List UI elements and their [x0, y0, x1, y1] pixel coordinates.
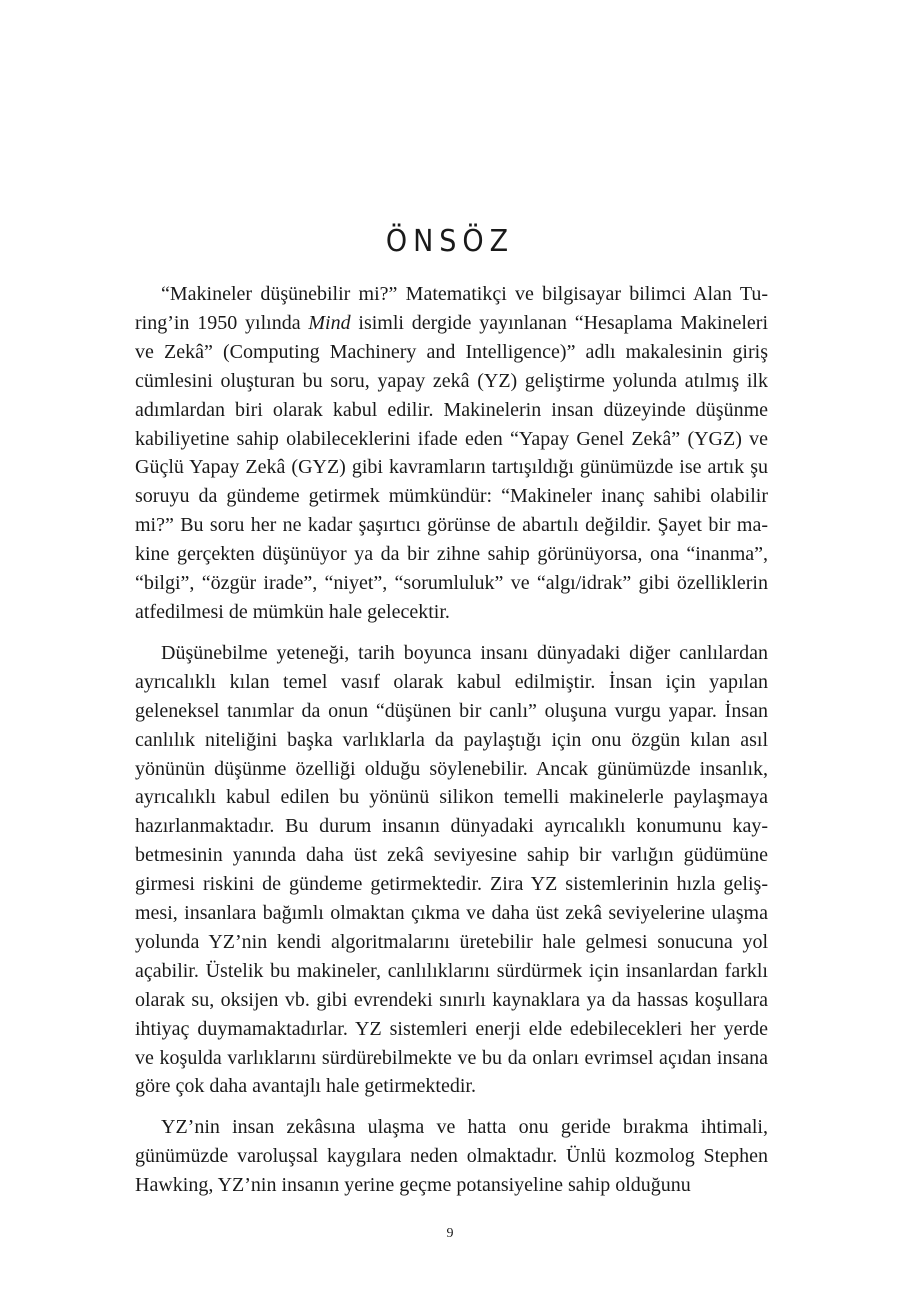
journal-title-italic: Mind — [308, 311, 351, 334]
paragraph-1 — [135, 280, 768, 627]
paragraph-2: Düşünebilme yeteneği, tarih boyunca insanı dünyadaki diğer canlılardan ayrıcalıklı kılan temel vasıf olarak kabul edilmiştir. İnsan için yapılan geleneksel tanımlar da onun “düşünen bir canlı” oluşuna vurgu yapar. İnsan canlılık niteliğini başka varlıklarla da paylaştığı için onu özgün kılan asıl yönünün düşünme özelliği olduğu söylenebilir. Ancak günümüzde insanlık, ayrıcalıklı kabul edilen bu yönünü silikon temelli makinelerle paylaşmaya hazırlanmaktadır. Bu durum insanın dünyadaki ayrıcalıklı konumunu kaybetmesinin yanında daha üst zekâ seviyesine sahip bir varlığın güdümüne girmesi riskini de gündeme getirmektedir. Zira YZ sistemlerinin hızla gelişmesi, insanlara bağımlı olmaktan çıkma ve daha üst zekâ seviyelerine ulaşma yolunda YZ’nin kendi algoritmalarını üretebilir hale gelmesi sonucuna yol açabilir. Üstelik bu makineler, canlılıklarını sürdürmek için insanlardan farklı olarak su, oksijen vb. gibi evrendeki sınırlı kaynaklara ya da hassas koşullara ihtiyaç duymamaktadırlar. YZ sistemleri enerji elde edebilecekleri her yerde ve koşulda varlıklarını sürdürebilmekte ve bu da onları evrimsel açıdan insana göre çok daha avantajlı hale getirmektedir. — [135, 641, 768, 1098]
paragraph-1-part-a: “Makineler düşünebilir mi?” Matematikçi ve bilgisayar bilimci Alan Turing’in 1950 yılında — [135, 283, 768, 334]
paragraph-1-part-b: isimli dergide yayınlanan “Hesaplama Makineleri ve Zekâ” (Computing Machinery and Intelligence)” adlı makalesinin giriş cümlesini oluşturan bu soru, yapay zekâ (YZ) geliştirme yolunda atılmış ilk adımlardan biri olarak kabul edilir. Makinelerin insan düzeyinde düşünme kabiliyetine sahip olabileceklerini ifade eden “Yapay Genel Zekâ” (YGZ) ve Güçlü Yapay Zekâ (GYZ) gibi kavramların tartışıldığı günümüzde ise artık şu soruyu da gündeme getirmek mümkündür: “Makineler inanç sahibi olabilir mi?” Bu soru her ne kadar şaşırtıcı görünse de abartılı değildir. Şayet bir makine gerçekten düşünüyor ya da bir zihne sahip görünüyorsa, ona “inanma”, “bilgi”, “özgür irade”, “niyet”, “sorumluluk” ve “algı/idrak” gibi özelliklerin atfedilmesi de mümkün hale gelecektir. — [135, 311, 769, 623]
body-text — [135, 280, 768, 1212]
paragraph-3: YZ’nin insan zekâsına ulaşma ve hatta onu geride bırakma ihtimali, günümüzde varoluşsal kaygılara neden olmaktadır. Ünlü kozmolog Stephen Hawking, YZ’nin insanın yerine geçme potansiyeline sahip olduğunu — [135, 1116, 768, 1197]
chapter-title: ÖNSÖZ — [385, 224, 515, 259]
page-number: 9 — [446, 1226, 454, 1241]
